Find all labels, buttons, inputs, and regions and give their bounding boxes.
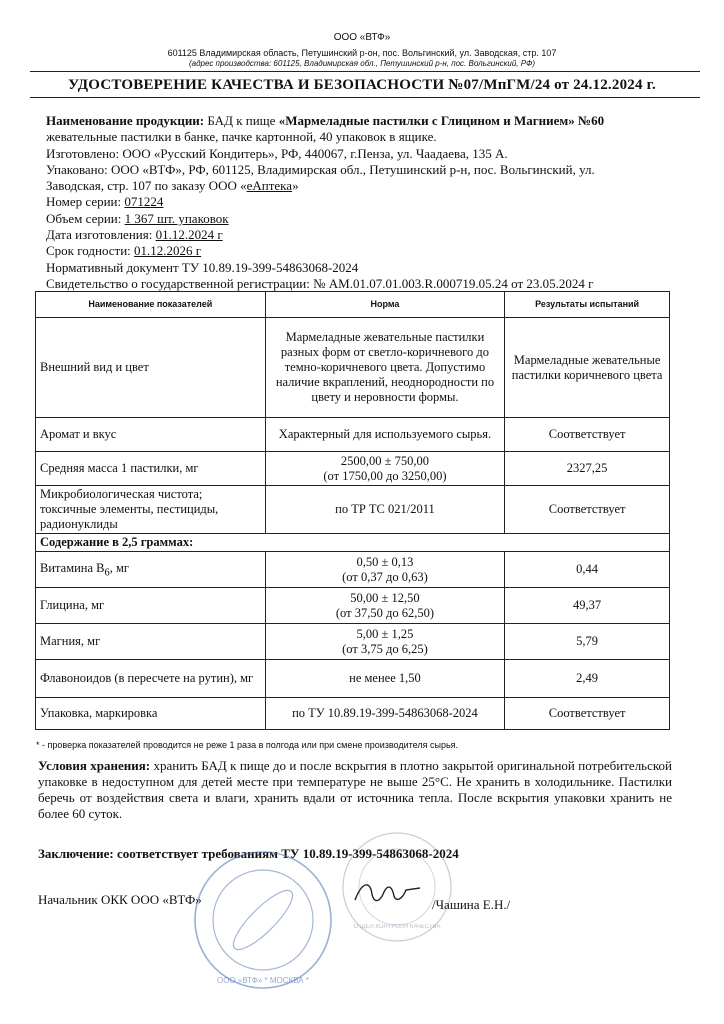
header-norm: Норма — [265, 292, 505, 318]
company-address: 601125 Владимирская область, Петушинский р-он, пос. Вольгинский, ул. Заводская, стр. 107 — [167, 48, 557, 58]
production-address: (адрес производства: 601125, Владимирская обл., Петушинский р-н, пос. Вольгинский, РФ) — [188, 59, 536, 68]
expiry-line: Срок годности: 01.12.2026 г — [46, 243, 202, 259]
batch-line: Номер серии: 071224 — [46, 194, 164, 210]
signature — [350, 872, 430, 912]
batch-value: 071224 — [124, 194, 164, 210]
product-info — [46, 113, 666, 292]
storage-label: Условия хранения: — [38, 758, 151, 773]
normative-line: Нормативный документ ТУ 10.89.19-399-54863068-2024 — [46, 259, 359, 275]
signer-name: /Чашина Е.Н./ — [432, 897, 511, 912]
table-row: Витамина $B_6$, мг 0,50 ± 0,13 (от 0,37 до 0,63) 0,44 — [36, 552, 670, 588]
manufactured-line: Изготовлено: ООО «Русский Кондитерь», РФ, 440067, г.Пенза, ул. Чаадаева, 135 А. — [46, 145, 508, 161]
storage-text: хранить БАД к пище до и после вскрытия в плотно закрытой оригинальной потребительской упаковке в недоступном для детей месте при температуре не выше 25°С. Не хранить в холодильнике. Пастилки беречь от воздействия света и влаги, хранить вдали от источника тепла. После вскрытия упаковки хранить не более 60 суток. — [38, 758, 672, 821]
section-row — [36, 534, 670, 552]
packed-line: Упаковано: ООО «ВТФ», РФ, 601125, Владимирская обл., Петушинский р-н, пос. Вольгинский, ул. Заводская, стр. 107 по заказу ООО «еАптека» — [46, 161, 595, 194]
section-heading: Содержание в 2,5 граммах: — [36, 534, 670, 552]
product-desc: жевательные пастилки в банке, пачке картонной, 40 упаковок в ящике. — [46, 129, 437, 145]
product-line — [46, 113, 666, 146]
stamp-text: ООО «ВТФ» * МОСКВА * — [217, 976, 309, 985]
table-row: Аромат и вкус Характерный для используемого сырья. Соответствует — [36, 418, 670, 452]
storage-conditions — [38, 758, 672, 822]
table-row: Магния, мг 5,00 ± 1,25 (от 3,75 до 6,25) 5,79 — [36, 624, 670, 660]
table-row: Глицина, мг 50,00 ± 12,50 (от 37,50 до 62,50) 49,37 — [36, 588, 670, 624]
header-indicator: Наименование показателей — [36, 292, 266, 318]
expiry-value: 01.12.2026 г — [134, 243, 202, 259]
made-date-value: 01.12.2024 г — [155, 227, 223, 243]
volume-line: Объем серии: 1 367 шт. упаковок — [46, 210, 229, 226]
table-row: Флавоноидов (в пересчете на рутин), мг не менее 1,50 2,49 — [36, 660, 670, 698]
product-prefix: БАД к пище — [207, 113, 276, 128]
chief-title: Начальник ОКК ООО «ВТФ» — [38, 892, 202, 907]
round-stamp — [188, 845, 338, 995]
table-row: Средняя масса 1 пастилки, мг 2500,00 ± 750,00 (от 1750,00 до 3250,00) 2327,25 — [36, 452, 670, 486]
product-label: Наименование продукции: — [46, 113, 205, 128]
product-name: «Мармеладные пастилки с Глицином и Магнием» №60 — [278, 113, 605, 128]
title-divider — [30, 97, 700, 98]
company-name: ООО «ВТФ» — [333, 32, 391, 43]
packed-company: еАптека — [246, 178, 293, 194]
registration-line: Свидетельство о государственной регистрации: № AM.01.07.01.003.R.000719.05.24 от 23.05.2024 г — [46, 275, 594, 291]
document-title: УДОСТОВЕРЕНИЕ КАЧЕСТВА И БЕЗОПАСНОСТИ №07/МпГМ/24 от 24.12.2024 г. — [68, 77, 656, 93]
volume-value: 1 367 шт. упаковок — [124, 210, 229, 226]
okk-stamp-text: ОТДЕЛ КОНТРОЛЯ КАЧЕСТВА — [353, 924, 441, 930]
table-header-row — [36, 292, 670, 318]
table-row: Внешний вид и цвет Мармеладные жевательные пастилки разных форм от светло-коричневого до темно-коричневого цвета. Допустимо наличие вкраплений, неоднородности по цвету и неровности формы. Мармеладные жевательные пастилки коричневого цвета — [36, 318, 670, 418]
header-result: Результаты испытаний — [505, 292, 670, 318]
table-row: Упаковка, маркировка по ТУ 10.89.19-399-54863068-2024 Соответствует — [36, 698, 670, 730]
footnote: * - проверка показателей проводится не реже 1 раза в полгода или при смене производителя сырья. — [36, 740, 459, 750]
quality-table — [35, 291, 670, 730]
table-row: Микробиологическая чистота; токсичные элементы, пестициды, радионуклиды по ТР ТС 021/2011 Соответствует — [36, 486, 670, 534]
conclusion: Заключение: соответствует требованиям ТУ 10.89.19-399-54863068-2024 — [38, 846, 459, 861]
header-divider — [30, 71, 700, 72]
made-date-line: Дата изготовления: 01.12.2024 г — [46, 227, 223, 243]
